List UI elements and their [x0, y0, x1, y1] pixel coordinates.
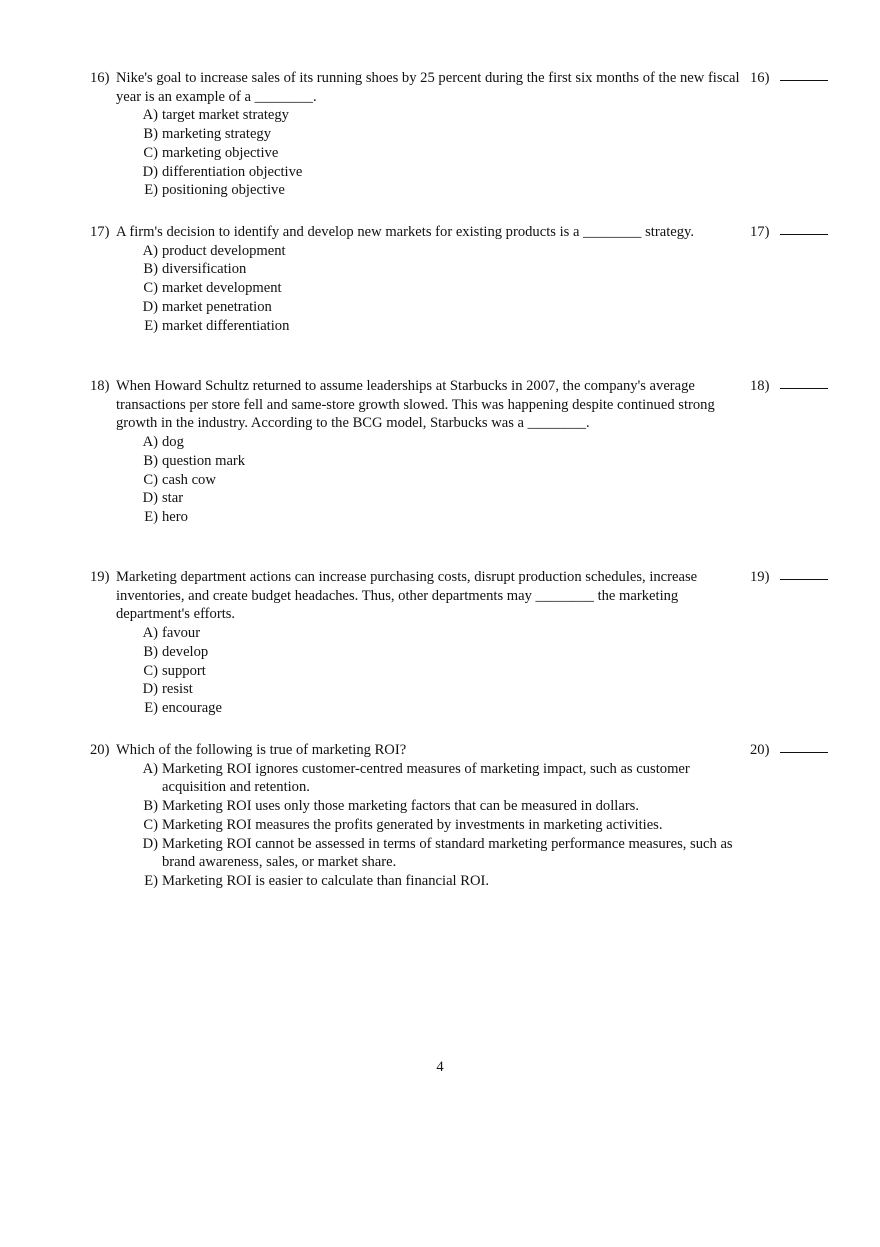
choice-text: target market strategy: [162, 107, 289, 124]
question-text: When Howard Schultz returned to assume leaderships at Starbucks in 2007, the company's average transactions per store fell and same-store growth slowed. This was happening despite continued strong growth in the industry. According to the BCG model, Starbucks was a ________.: [116, 378, 715, 432]
page-number: 4: [436, 1059, 444, 1075]
question-16: [90, 69, 740, 200]
choice-item: [116, 144, 740, 163]
choice-letter: D): [142, 298, 158, 315]
choice-item: [116, 279, 740, 298]
choice-letter: C): [143, 144, 158, 161]
choice-text: dog: [162, 434, 184, 451]
choice-text: market penetration: [162, 298, 272, 315]
choice-letter: A): [142, 434, 158, 451]
answer-blank-20: [750, 741, 830, 760]
answer-number: 18): [750, 378, 770, 394]
choice-text: Marketing ROI cannot be assessed in terms of standard marketing performance measures, such as brand awareness, sales, or market share.: [162, 835, 733, 871]
choice-item: [116, 260, 740, 279]
choice-item: [116, 471, 740, 490]
question-number: 20): [90, 742, 110, 758]
choice-item: [116, 643, 740, 662]
question-number: 16): [90, 70, 110, 86]
choice-list: [116, 760, 740, 891]
choice-letter: A): [142, 760, 158, 777]
choice-letter: C): [143, 662, 158, 679]
choice-item: [116, 489, 740, 508]
question-18: [90, 377, 740, 527]
choice-text: question mark: [162, 452, 246, 469]
choice-item: [116, 508, 740, 527]
choice-letter: C): [143, 280, 158, 297]
question-number: 19): [90, 569, 110, 585]
choice-letter: C): [143, 471, 158, 488]
choice-item: [116, 433, 740, 452]
answer-number: 20): [750, 742, 770, 758]
answer-number: 16): [750, 70, 770, 86]
choice-text: product development: [162, 242, 286, 259]
choice-item: [116, 816, 740, 835]
choice-letter: D): [142, 163, 158, 180]
choice-list: [116, 242, 740, 336]
choice-item: [116, 242, 740, 261]
choice-list: [116, 433, 740, 527]
choice-letter: B): [143, 798, 158, 815]
choice-text: cash cow: [162, 471, 216, 488]
answer-blank-17: [750, 223, 830, 242]
choice-item: [116, 452, 740, 471]
question-number: 18): [90, 378, 110, 394]
choice-letter: B): [143, 261, 158, 278]
choice-text: develop: [162, 643, 209, 660]
question-text: Marketing department actions can increase purchasing costs, disrupt production schedules, increase inventories, and create budget headaches. Thus, other departments may ________ the marketing department's efforts.: [116, 569, 698, 623]
choice-text: Marketing ROI is easier to calculate than financial ROI.: [162, 872, 490, 889]
choice-letter: A): [142, 242, 158, 259]
choice-letter: C): [143, 816, 158, 833]
choice-letter: D): [142, 681, 158, 698]
choice-item: [116, 317, 740, 336]
choice-item: [116, 125, 740, 144]
choice-letter: E): [144, 317, 158, 334]
choice-item: [116, 181, 740, 200]
answer-line[interactable]: [780, 741, 828, 753]
choice-item: [116, 106, 740, 125]
choice-item: [116, 760, 740, 797]
choice-text: hero: [162, 508, 188, 525]
choice-text: differentiation objective: [162, 163, 303, 180]
choice-text: marketing objective: [162, 144, 279, 161]
question-20: [90, 741, 740, 891]
choice-item: [116, 872, 740, 891]
choice-text: marketing strategy: [162, 126, 272, 143]
choice-letter: E): [144, 699, 158, 716]
choice-text: diversification: [162, 261, 247, 278]
question-text: Which of the following is true of marketing ROI?: [116, 742, 407, 758]
question-19: [90, 568, 740, 718]
choice-text: market development: [162, 280, 282, 297]
question-text: A firm's decision to identify and develop new markets for existing products is a ________ strategy.: [116, 224, 695, 240]
choice-letter: B): [143, 452, 158, 469]
choice-text: star: [162, 490, 184, 507]
choice-text: resist: [162, 681, 193, 698]
answer-line[interactable]: [780, 69, 828, 81]
choice-text: Marketing ROI uses only those marketing factors that can be measured in dollars.: [162, 798, 640, 815]
answer-number: 17): [750, 224, 770, 240]
choice-text: positioning objective: [162, 182, 285, 199]
choice-letter: B): [143, 126, 158, 143]
choice-letter: D): [142, 490, 158, 507]
choice-list: [116, 106, 740, 200]
choice-text: encourage: [162, 699, 222, 716]
choice-text: Marketing ROI ignores customer-centred measures of marketing impact, such as customer acquisition and retention.: [162, 760, 690, 796]
choice-item: [116, 699, 740, 718]
answer-number: 19): [750, 569, 770, 585]
question-number: 17): [90, 224, 110, 240]
answer-line[interactable]: [780, 223, 828, 235]
choice-text: Marketing ROI measures the profits generated by investments in marketing activities.: [162, 816, 663, 833]
choice-item: [116, 680, 740, 699]
choice-letter: E): [144, 508, 158, 525]
choice-item: [116, 163, 740, 182]
choice-text: favour: [162, 625, 201, 642]
choice-list: [116, 624, 740, 718]
question-17: [90, 223, 740, 335]
choice-item: [116, 662, 740, 681]
choice-letter: A): [142, 625, 158, 642]
choice-letter: D): [142, 835, 158, 852]
answer-line[interactable]: [780, 377, 828, 389]
choice-item: [116, 624, 740, 643]
answer-blank-18: [750, 377, 830, 396]
choice-item: [116, 797, 740, 816]
choice-item: [116, 835, 740, 872]
choice-letter: B): [143, 643, 158, 660]
choice-text: market differentiation: [162, 317, 290, 334]
choice-letter: E): [144, 872, 158, 889]
choice-item: [116, 298, 740, 317]
answer-line[interactable]: [780, 568, 828, 580]
answer-blank-16: [750, 69, 830, 88]
choice-letter: E): [144, 182, 158, 199]
choice-letter: A): [142, 107, 158, 124]
question-text: Nike's goal to increase sales of its running shoes by 25 percent during the first six months of the new fiscal year is an example of a ________.: [116, 70, 740, 105]
answer-blank-19: [750, 568, 830, 587]
choice-text: support: [162, 662, 206, 679]
